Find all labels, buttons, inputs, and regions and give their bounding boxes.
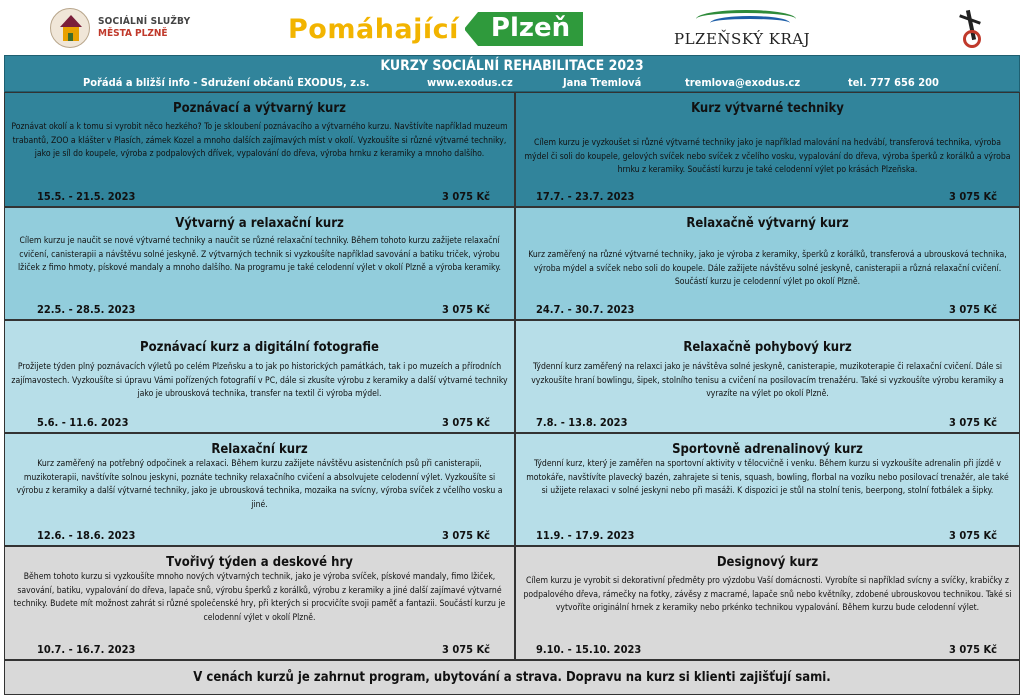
course-price: 3 075 Kč [442,190,490,203]
phone-number: tel. 777 656 200 [848,76,939,89]
course-dates: 9.10. - 15.10. 2023 [536,643,642,656]
course-title: Kurz výtvarné techniky [691,101,844,116]
course-title: Sportovně adrenalinový kurz [672,442,863,457]
course-dates: 24.7. - 30.7. 2023 [536,303,635,316]
course-card [515,320,1020,433]
course-description: Cílem kurzu je vyzkoušet si různé výtvarné techniky jako je například malování na hedvábí, transferová technika, výroba mýdel či soli do koupele, gelových svíček nebo svíček z včelího vosku, vypalování do dřeva, výroba šperků z korálků a výroba hrnku z keramiky. Součástí kurzu je také celodenní výlet po krásách Plzeňska. [524,138,1011,176]
course-title: Poznávací a výtvarný kurz [173,101,346,116]
pomahajici-word: Pomáhající [288,13,459,45]
course-card [515,546,1020,660]
email-link[interactable]: tremlova@exodus.cz [685,76,801,89]
course-price: 3 075 Kč [949,529,997,542]
course-title: Poznávací kurz a digitální fotografie [140,340,379,355]
course-price: 3 075 Kč [442,303,490,316]
course-card [515,433,1020,546]
course-card [515,207,1020,320]
course-dates: 10.7. - 16.7. 2023 [37,643,136,656]
course-description: Kurz zaměřený na potřebný odpočinek a relaxaci. Během kurzu zažijete návštěvu asistenčních psů při canisterapii, muzikoterapii, navštívíte solnou jeskyni, poznáte techniky relaxačního cvičení a absolvujete celodenní výlet. Vyzkoušíte si výrobu z keramiky a další výtvarné techniky, jako je ubrousková technika, mozaika na svícny, výroba svíček z včelího vosku a jiné. [16,459,503,510]
house-emblem-icon [50,8,90,48]
course-card [4,546,515,660]
footer-note: V cenách kurzů je zahrnut program, ubytování a strava. Dopravu na kurz si klienti zajišťují sami. [4,660,1020,695]
course-price: 3 075 Kč [949,416,997,429]
course-description: Cílem kurzu je naučit se nové výtvarné techniky a naučit se různé relaxační techniky. Během tohoto kurzu zažijete relaxační cvičení, canisterapii a návštěvu solné jeskyně. Z výtvarných technik si vyzkoušíte například savování a batiku triček, výrobu lžiček z fimo hmoty, pískové mandaly a mnoho dalšího. Na programu je také celodenní výlet v okolí Plzně a výroba keramiky. [17,236,501,274]
course-price: 3 075 Kč [949,643,997,656]
course-title: Relaxačně výtvarný kurz [686,216,849,231]
course-description: Cílem kurzu je vyrobit si dekorativní předměty pro výzdobu Vaší domácnosti. Vyrobíte si například svícny a svíčky, krabičky z podpalového dřeva, rámečky na fotky, závěsy z macramé, lapače snů nebo květníky, zdobené ubrouskovou technikou. Také si vytvoříte originální hrnek z keramiky nebo prkénko technikou vypalování. Během kurzu bude celodenní výlet. [523,576,1012,614]
contact-name: Jana Tremlová [563,76,642,89]
course-dates: 5.6. - 11.6. 2023 [37,416,129,429]
course-description: Během tohoto kurzu si vyzkoušíte mnoho nových výtvarných technik, jako je výroba svíček, pískové mandaly, fimo lžiček, savování, batiku, vypalování do dřeva, lapače snů, výrobu šperků z korálků, výrobu z keramiky a jiné další zajímavé výtvarné techniky. Budete mít možnost zahrát si různé společenské hry, při kterých si procvičíte svoji paměť a fantazii. Součástí kurzu je celodenní výlet v okolí Plzně. [13,572,506,623]
course-description: Prožijete týden plný poznávacích výletů po celém Plzeňsku a to jak po historických památkách, tak i po muzeích a přírodních zajímavostech. Vyzkoušíte si úpravu Vámi pořízených fotografií v PC, dále si zkusíte výrobu z keramiky a další výtvarné techniky jako je ubrousková technika, transfer na textil či výroba mýdel. [11,362,508,400]
course-title: Designový kurz [716,555,819,570]
course-description: Týdenní kurz, který je zaměřen na sportovní aktivity v tělocvičně i venku. Během kurzu si vyzkoušíte adrenalin při jízdě v motokáře, navštívíte plavecký bazén, zahrajete si tenis, squash, bowling, florbal na vozíku nebo posilovací trenažér, ale také si užijete relaxaci v solné jeskyni nebo při masáži. K dispozici je stůl na stolní tenis, beerpong, stolní fotbálek a šipky. [526,459,1009,497]
course-dates: 7.8. - 13.8. 2023 [536,416,628,429]
socialni-sluzby-logo [50,8,190,48]
course-description: Týdenní kurz zaměřený na relaxci jako je návštěva solné jeskyně, canisterapie, muzikoterapie či relaxační cvičení. Dále si vyzkoušíte hraní bowlingu, šipek, stolního tenisu a cvičení na posilovacím trenažéru. Také si vyzkoušíte výrobu keramiky a vyrazíte na výlet po okolí Plzně. [531,362,1004,400]
blue-arc-icon [710,16,790,30]
plzensky-kraj-name: PLZEŇSKÝ KRAJ [674,30,811,48]
course-price: 3 075 Kč [442,643,490,656]
course-card [515,92,1020,207]
course-card [4,320,515,433]
header-banner [4,55,1020,92]
organizer-text: Pořádá a bližší info - Sdružení občanů EXODUS, z.s. [83,76,370,89]
course-dates: 17.7. - 23.7. 2023 [536,190,635,203]
course-title: Relaxační kurz [211,442,308,457]
plzen-word: Plzeň [490,13,571,43]
page-title: KURZY SOCIÁLNÍ REHABILITACE 2023 [380,58,644,74]
course-price: 3 075 Kč [442,529,490,542]
course-title: Relaxačně pohybový kurz [683,340,852,355]
course-card [4,92,515,207]
pomahajici-plzen-logo [288,12,583,46]
course-price: 3 075 Kč [949,303,997,316]
plzen-arrow-icon [465,12,583,46]
ring-icon [963,30,981,48]
course-card [4,433,515,546]
logo-bar [0,0,1024,55]
course-dates: 12.6. - 18.6. 2023 [37,529,136,542]
course-price: 3 075 Kč [442,416,490,429]
course-description: Poznávat okolí a k tomu si vyrobit něco hezkého? To je skloubení poznávacího a výtvarného kurzu. Navštívíte například muzeum trabantů, ZOO a klášter v Plasích, zámek Kozel a mnoho dalších zajímavých míst v okolí. Vyzkoušíte si různé výtvarné techniky, jako je síl do koupele, výroba z podpalových dřívek, vypalování do dřeva, výroba hrnku z keramiky a mnoho dalšího. [11,122,508,160]
course-dates: 22.5. - 28.5. 2023 [37,303,136,316]
course-dates: 11.9. - 17.9. 2023 [536,529,635,542]
course-title: Tvořivý týden a deskové hry [166,555,353,570]
plzensky-kraj-logo [674,8,824,50]
exodus-logo [955,8,985,50]
logo-text-line1: SOCIÁLNÍ SLUŽBY [98,16,191,27]
logo-text-line2: MĚSTA PLZNĚ [98,28,168,39]
course-title: Výtvarný a relaxační kurz [175,216,344,231]
course-grid [4,92,1020,660]
course-description: Kurz zaměřený na různé výtvarné techniky, jako je výroba z keramiky, šperků z korálků, transferová a ubrousková technika, výroba mýdel a svíček nebo soli do koupele. Dále zažijete návštěvu solné jeskyně, canisterapii a různá relaxační cvičení. Součástí kurzu je celodenní výlet po okolí Plzně. [528,250,1007,288]
course-price: 3 075 Kč [949,190,997,203]
course-card [4,207,515,320]
course-dates: 15.5. - 21.5. 2023 [37,190,136,203]
website-link[interactable]: www.exodus.cz [427,76,513,89]
